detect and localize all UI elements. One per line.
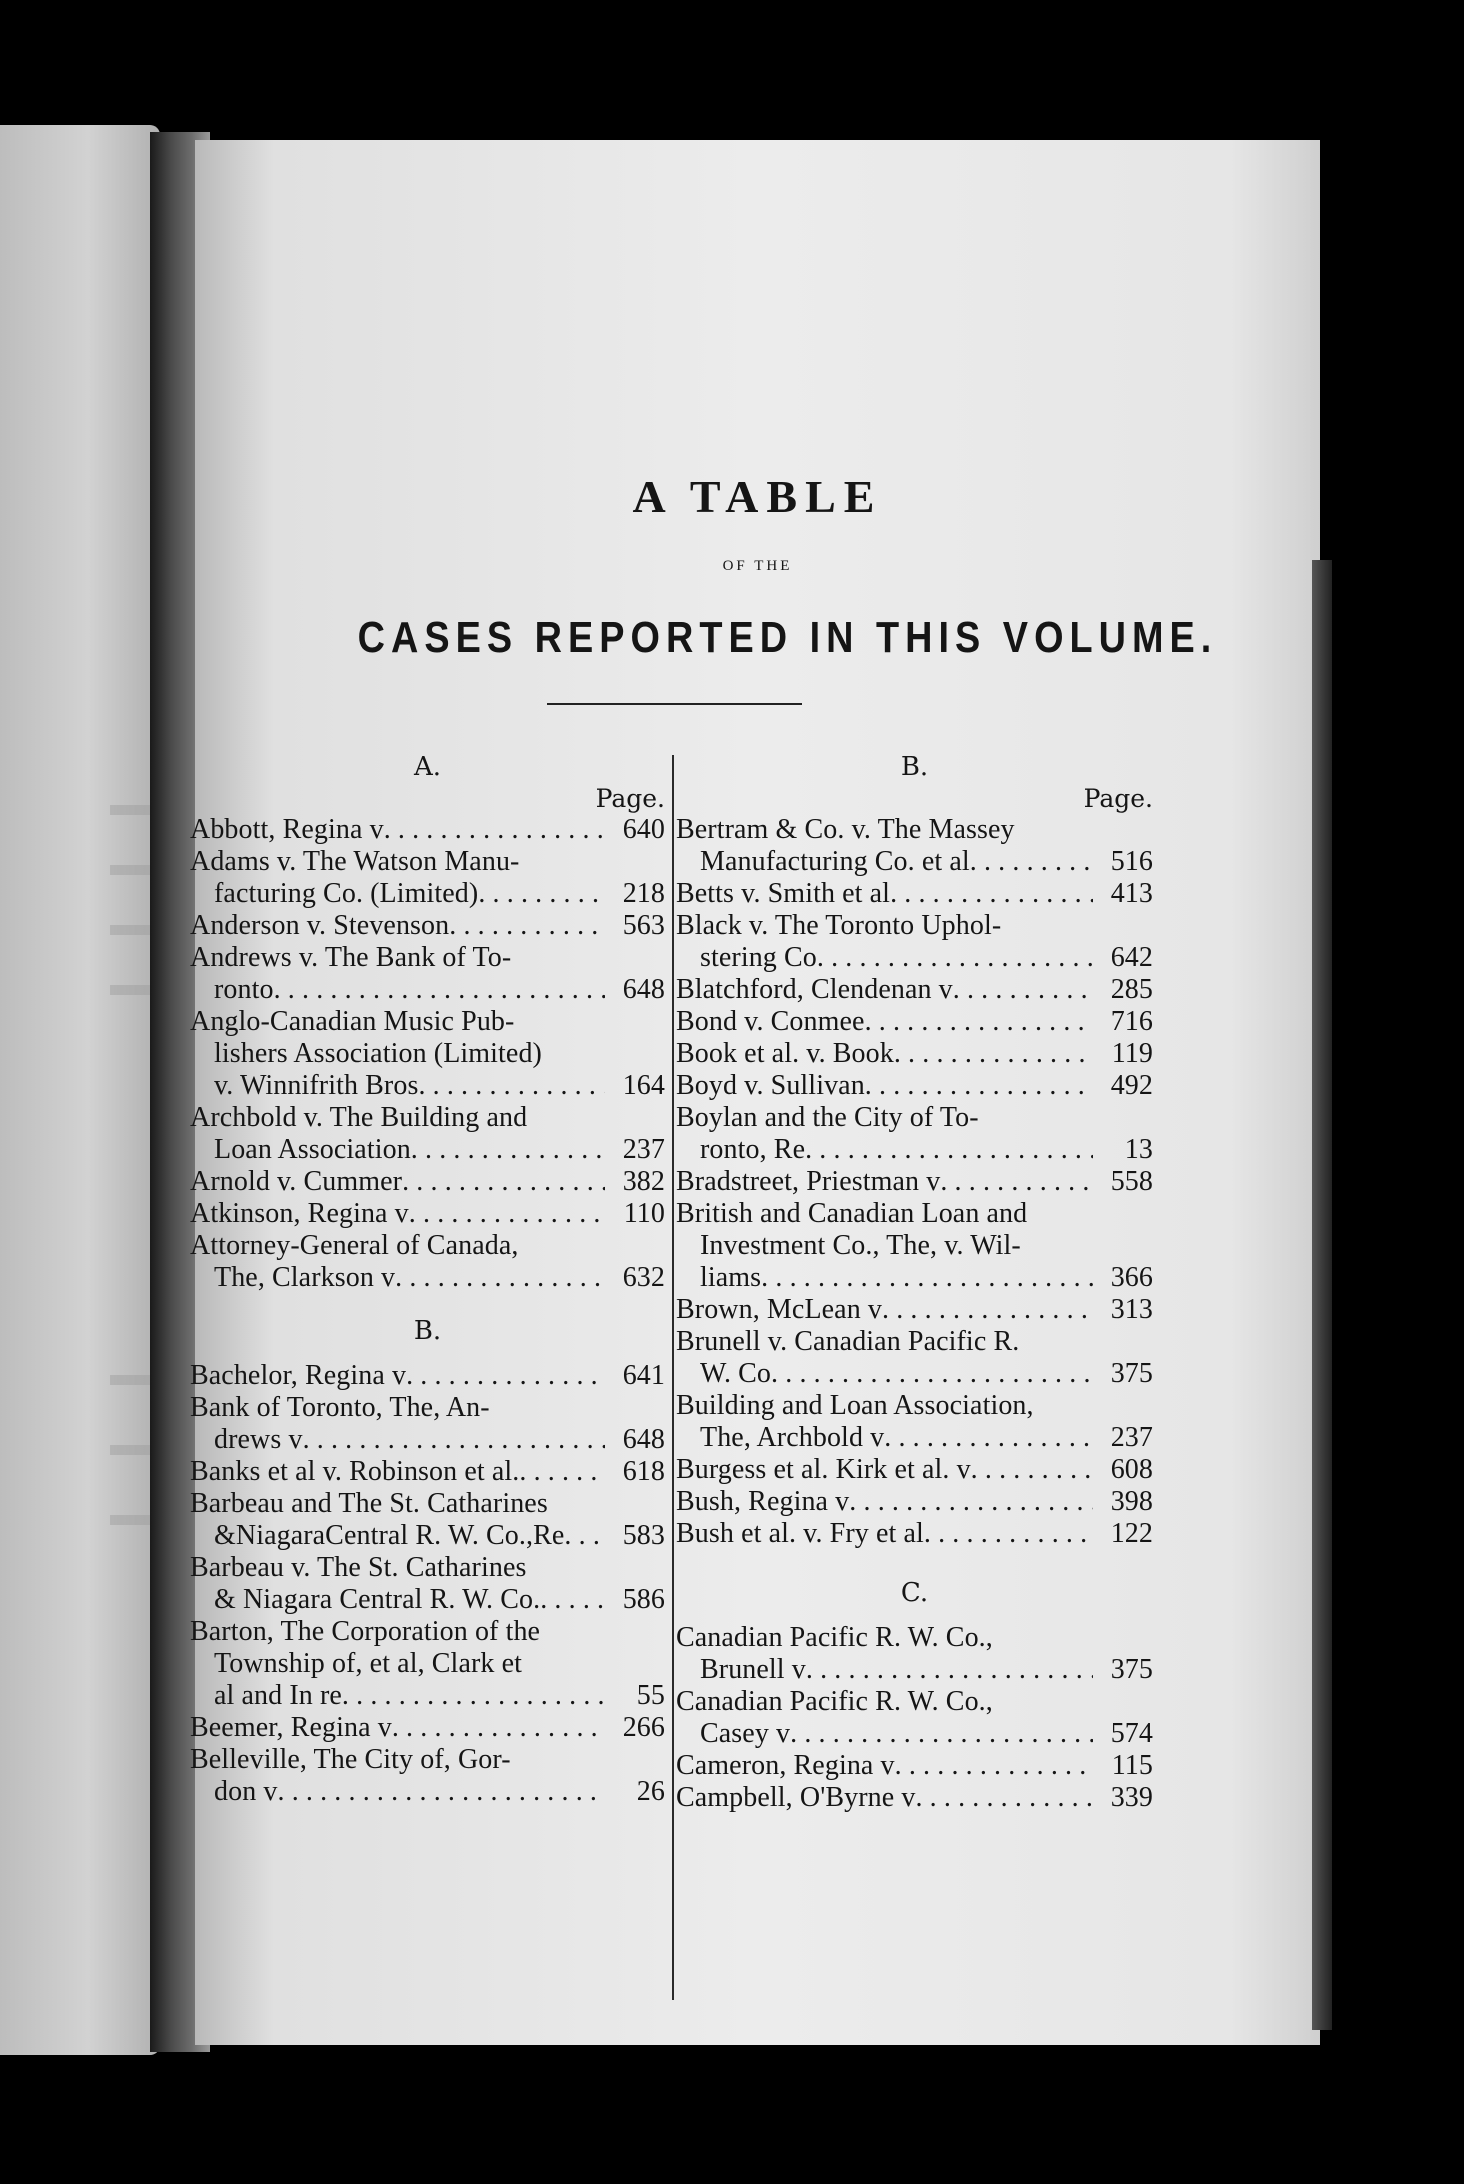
case-list-a <box>190 814 665 1294</box>
case-entry <box>190 1712 665 1744</box>
dot-leader <box>865 1006 1093 1038</box>
case-title: British and Canadian Loan and <box>676 1198 1028 1229</box>
case-title: v. Winnifrith Bros <box>214 1070 419 1101</box>
case-entry <box>190 1102 665 1166</box>
case-title: Casey v <box>700 1718 791 1749</box>
case-title: liams <box>700 1262 762 1293</box>
dot-leader <box>519 1456 605 1488</box>
dot-leader <box>411 1134 605 1166</box>
page-number: 618 <box>622 1456 665 1487</box>
case-entry <box>676 1102 1153 1166</box>
dot-leader <box>865 1070 1093 1102</box>
case-title: Brown, McLean v <box>676 1294 883 1325</box>
case-entry <box>676 814 1153 878</box>
case-entry-line <box>190 1262 665 1294</box>
dot-leader <box>418 1070 605 1102</box>
dot-leader <box>771 1358 1093 1390</box>
dot-leader <box>970 846 1093 878</box>
case-entry <box>190 1744 665 1808</box>
case-entry-line <box>676 942 1153 974</box>
page-number: 574 <box>1110 1718 1153 1749</box>
case-entry-line <box>190 1166 665 1198</box>
case-entry-line <box>676 1718 1153 1750</box>
case-title: Barbeau v. The St. Catharines <box>190 1552 527 1583</box>
case-entry-line <box>676 1782 1153 1814</box>
case-title: Archbold v. The Building and <box>190 1102 528 1133</box>
case-title: &NiagaraCentral R. W. Co.,Re <box>214 1520 565 1551</box>
case-entry-line <box>190 814 665 846</box>
case-entry-line <box>676 1294 1153 1326</box>
case-title: Manufacturing Co. et al <box>700 846 970 877</box>
case-entry <box>676 1486 1153 1518</box>
case-entry-line <box>190 1456 665 1488</box>
case-entry <box>190 1616 665 1712</box>
case-entry-line <box>190 1680 665 1712</box>
case-entry <box>190 1456 665 1488</box>
dot-leader <box>924 1518 1093 1550</box>
page-number: 632 <box>622 1262 665 1293</box>
case-entry-line <box>190 1648 665 1680</box>
case-entry <box>190 942 665 1006</box>
case-entry-line <box>676 1454 1153 1486</box>
case-entry-line <box>190 1230 665 1262</box>
case-entry <box>190 1230 665 1294</box>
page-number: 558 <box>1110 1166 1153 1197</box>
page-title: A TABLE <box>632 471 883 522</box>
case-entry <box>676 910 1153 974</box>
case-title: don v <box>214 1776 278 1807</box>
case-title: Anglo-Canadian Music Pub- <box>190 1006 515 1037</box>
dot-leader <box>895 1750 1093 1782</box>
case-entry-line <box>190 1552 665 1584</box>
case-entry <box>676 1622 1153 1686</box>
case-entry <box>190 1360 665 1392</box>
page-number: 218 <box>622 878 665 909</box>
case-entry-line <box>190 1488 665 1520</box>
dot-leader <box>940 1166 1093 1198</box>
page-number: 398 <box>1110 1486 1153 1517</box>
page-fore-edge <box>1312 560 1332 2030</box>
dot-leader <box>564 1520 605 1552</box>
page-number: 237 <box>1110 1422 1153 1453</box>
case-title: Burgess et al. Kirk et al. v <box>676 1454 971 1485</box>
case-entry-line <box>676 1390 1153 1422</box>
case-entry <box>190 1006 665 1102</box>
case-title: al and In re <box>214 1680 342 1711</box>
case-entry <box>676 878 1153 910</box>
dot-leader <box>790 1718 1093 1750</box>
case-title: Bush et al. v. Fry et al <box>676 1518 924 1549</box>
case-title: Arnold v. Cummer <box>190 1166 403 1197</box>
case-entry-line <box>190 1520 665 1552</box>
column-b <box>676 750 1153 1814</box>
case-entry-line <box>190 1134 665 1166</box>
case-title: Banks et al v. Robinson et al. <box>190 1456 520 1487</box>
dot-leader <box>894 1038 1093 1070</box>
page-number: 366 <box>1110 1262 1153 1293</box>
case-title: Campbell, O'Byrne v <box>676 1782 916 1813</box>
case-title: The, Archbold v <box>700 1422 885 1453</box>
page-number: 122 <box>1110 1518 1153 1549</box>
case-entry <box>676 1750 1153 1782</box>
case-entry <box>676 1326 1153 1390</box>
case-entry-line <box>190 1424 665 1456</box>
case-entry-line <box>676 1518 1153 1550</box>
dot-leader <box>303 1424 605 1456</box>
case-title: drews v <box>214 1424 303 1455</box>
case-entry-line <box>190 974 665 1006</box>
column-a <box>190 750 665 1808</box>
case-entry <box>190 1488 665 1552</box>
case-title: Anderson v. Stevenson <box>190 910 450 941</box>
case-entry-line <box>190 1392 665 1424</box>
page-number: 563 <box>622 910 665 941</box>
case-title: & Niagara Central R. W. Co. <box>214 1584 541 1615</box>
case-entry-line <box>676 1006 1153 1038</box>
case-entry <box>676 1070 1153 1102</box>
case-title: Building and Loan Association, <box>676 1390 1034 1421</box>
page-number: 26 <box>636 1776 665 1807</box>
page-number: 375 <box>1110 1654 1153 1685</box>
dot-leader <box>971 1454 1093 1486</box>
case-title: Boyd v. Sullivan <box>676 1070 865 1101</box>
case-entry <box>190 1552 665 1616</box>
dot-leader <box>449 910 605 942</box>
case-entry-line <box>676 1686 1153 1718</box>
case-title: The, Clarkson v <box>214 1262 396 1293</box>
case-entry-line <box>676 1262 1153 1294</box>
page-number: 583 <box>622 1520 665 1551</box>
page-column-label: Page. <box>1083 784 1153 813</box>
case-title: Atkinson, Regina v <box>190 1198 409 1229</box>
case-entry <box>190 1166 665 1198</box>
case-title: Brunell v <box>700 1654 806 1685</box>
case-entry-line <box>676 1326 1153 1358</box>
case-list-a-b <box>190 1360 665 1808</box>
case-entry-line <box>676 1750 1153 1782</box>
case-entry-line <box>190 1006 665 1038</box>
page-number: 492 <box>1110 1070 1153 1101</box>
dot-leader <box>540 1584 605 1616</box>
dot-leader <box>406 1360 605 1392</box>
case-entry-line <box>676 1358 1153 1390</box>
case-entry-line <box>190 878 665 910</box>
dot-leader <box>392 1712 605 1744</box>
case-title: Cameron, Regina v <box>676 1750 895 1781</box>
case-entry-line <box>190 1584 665 1616</box>
case-entry <box>676 1198 1153 1294</box>
page-number: 516 <box>1110 846 1153 877</box>
case-title: Bertram & Co. v. The Massey <box>676 814 1015 845</box>
case-entry-line <box>676 1198 1153 1230</box>
case-list-b <box>676 814 1153 1550</box>
case-entry <box>190 1392 665 1456</box>
dot-leader <box>849 1486 1093 1518</box>
dot-leader <box>805 1134 1093 1166</box>
case-entry-line <box>190 1616 665 1648</box>
page-number: 382 <box>622 1166 665 1197</box>
page-number: 648 <box>622 1424 665 1455</box>
case-entry-line <box>190 910 665 942</box>
page-column-label: Page. <box>595 784 665 813</box>
case-title: Betts v. Smith et al <box>676 878 891 909</box>
case-entry-line <box>190 1360 665 1392</box>
case-title: Black v. The Toronto Uphol- <box>676 910 1002 941</box>
case-entry <box>676 1686 1153 1750</box>
page-number: 413 <box>1110 878 1153 909</box>
section-heading: A. <box>413 752 442 782</box>
page-number: 237 <box>622 1134 665 1165</box>
page-number: 164 <box>622 1070 665 1101</box>
page-number: 266 <box>622 1712 665 1743</box>
case-title: Bradstreet, Priestman v <box>676 1166 941 1197</box>
case-title: Boylan and the City of To- <box>676 1102 979 1133</box>
case-entry-line <box>190 846 665 878</box>
case-entry-line <box>190 1744 665 1776</box>
case-title: Canadian Pacific R. W. Co., <box>676 1622 993 1653</box>
page-subtitle: CASES REPORTED IN THIS VOLUME. <box>357 613 1218 662</box>
dot-leader <box>761 1262 1093 1294</box>
page-number: 55 <box>636 1680 665 1711</box>
case-title: Bachelor, Regina v <box>190 1360 407 1391</box>
dot-leader <box>384 814 605 846</box>
page-number: 586 <box>622 1584 665 1615</box>
dot-leader <box>915 1782 1093 1814</box>
case-entry-line <box>676 846 1153 878</box>
case-entry-line <box>676 1102 1153 1134</box>
case-entry <box>676 1782 1153 1814</box>
case-entry-line <box>190 1198 665 1230</box>
case-title: Township of, et al, Clark et <box>214 1648 522 1679</box>
dot-leader <box>409 1198 605 1230</box>
case-entry <box>190 846 665 910</box>
page-number: 375 <box>1110 1358 1153 1389</box>
case-entry-line <box>676 878 1153 910</box>
case-title: lishers Association (Limited) <box>214 1038 542 1069</box>
case-entry <box>676 1518 1153 1550</box>
case-title: Loan Association <box>214 1134 411 1165</box>
case-entry <box>676 974 1153 1006</box>
case-title: facturing Co. (Limited) <box>214 878 479 909</box>
case-title: ronto <box>214 974 274 1005</box>
case-entry <box>676 1038 1153 1070</box>
title-connector: OF THE <box>722 558 793 574</box>
case-title: Bank of Toronto, The, An- <box>190 1392 490 1423</box>
page-number: 608 <box>1110 1454 1153 1485</box>
case-title: Andrews v. The Bank of To- <box>190 942 512 973</box>
dot-leader <box>478 878 605 910</box>
dot-leader <box>882 1294 1093 1326</box>
page-number: 313 <box>1110 1294 1153 1325</box>
case-entry-line <box>190 1776 665 1808</box>
section-heading: B. <box>900 752 929 782</box>
case-title: Bush, Regina v <box>676 1486 850 1517</box>
dot-leader <box>278 1776 606 1808</box>
document-page <box>190 140 1320 2045</box>
section-heading: B. <box>413 1316 442 1346</box>
page-number: 641 <box>622 1360 665 1391</box>
case-entry-line <box>190 942 665 974</box>
case-title: Barbeau and The St. Catharines <box>190 1488 548 1519</box>
page-number: 115 <box>1111 1750 1153 1781</box>
page-number: 640 <box>622 814 665 845</box>
dot-leader <box>395 1262 605 1294</box>
case-entry-line <box>676 1422 1153 1454</box>
case-entry-line <box>676 910 1153 942</box>
case-entry-line <box>676 1654 1153 1686</box>
case-entry-line <box>676 1134 1153 1166</box>
title-rule <box>547 703 802 705</box>
page-number: 648 <box>622 974 665 1005</box>
case-title: Belleville, The City of, Gor- <box>190 1744 511 1775</box>
case-entry-line <box>190 1712 665 1744</box>
case-title: Canadian Pacific R. W. Co., <box>676 1686 993 1717</box>
case-entry-line <box>676 814 1153 846</box>
case-title: Barton, The Corporation of the <box>190 1616 541 1647</box>
case-entry-line <box>676 1622 1153 1654</box>
case-entry <box>190 814 665 846</box>
case-entry <box>676 1390 1153 1454</box>
case-title: Investment Co., The, v. Wil- <box>700 1230 1021 1261</box>
dot-leader <box>890 878 1093 910</box>
case-entry <box>676 1454 1153 1486</box>
case-title: Bond v. Conmee <box>676 1006 865 1037</box>
page-number: 339 <box>1110 1782 1153 1813</box>
dot-leader <box>402 1166 605 1198</box>
case-entry <box>676 1294 1153 1326</box>
dot-leader <box>274 974 605 1006</box>
case-title: Abbott, Regina v <box>190 814 384 845</box>
section-heading: C. <box>900 1578 929 1608</box>
case-title: Book et al. v. Book <box>676 1038 894 1069</box>
case-title: Attorney-General of Canada, <box>190 1230 519 1261</box>
case-title: Beemer, Regina v <box>190 1712 392 1743</box>
page-number: 110 <box>623 1198 665 1229</box>
case-title: Blatchford, Clendenan v <box>676 974 953 1005</box>
case-entry-line <box>676 1038 1153 1070</box>
case-entry-line <box>190 1070 665 1102</box>
page-number: 642 <box>1110 942 1153 973</box>
case-title: Brunell v. Canadian Pacific R. <box>676 1326 1020 1357</box>
case-entry <box>190 1198 665 1230</box>
page-number: 119 <box>1111 1038 1153 1069</box>
page-number: 716 <box>1110 1006 1153 1037</box>
case-entry-line <box>676 1166 1153 1198</box>
case-title: ronto, Re <box>700 1134 806 1165</box>
page-number: 285 <box>1110 974 1153 1005</box>
case-list-c <box>676 1622 1153 1814</box>
case-entry-line <box>676 1486 1153 1518</box>
dot-leader <box>817 942 1093 974</box>
case-entry <box>676 1166 1153 1198</box>
dot-leader <box>806 1654 1093 1686</box>
case-entry-line <box>190 1038 665 1070</box>
case-title: W. Co <box>700 1358 772 1389</box>
case-title: stering Co <box>700 942 817 973</box>
column-divider <box>672 755 674 2000</box>
case-entry-line <box>676 1230 1153 1262</box>
dot-leader <box>953 974 1093 1006</box>
case-entry-line <box>676 974 1153 1006</box>
dot-leader <box>884 1422 1093 1454</box>
page-number: 13 <box>1124 1134 1153 1165</box>
case-title: Adams v. The Watson Manu- <box>190 846 520 877</box>
dot-leader <box>342 1680 605 1712</box>
case-entry-line <box>190 1102 665 1134</box>
case-entry-line <box>676 1070 1153 1102</box>
case-entry <box>676 1006 1153 1038</box>
case-entry <box>190 910 665 942</box>
facing-page-edge <box>0 125 160 2055</box>
